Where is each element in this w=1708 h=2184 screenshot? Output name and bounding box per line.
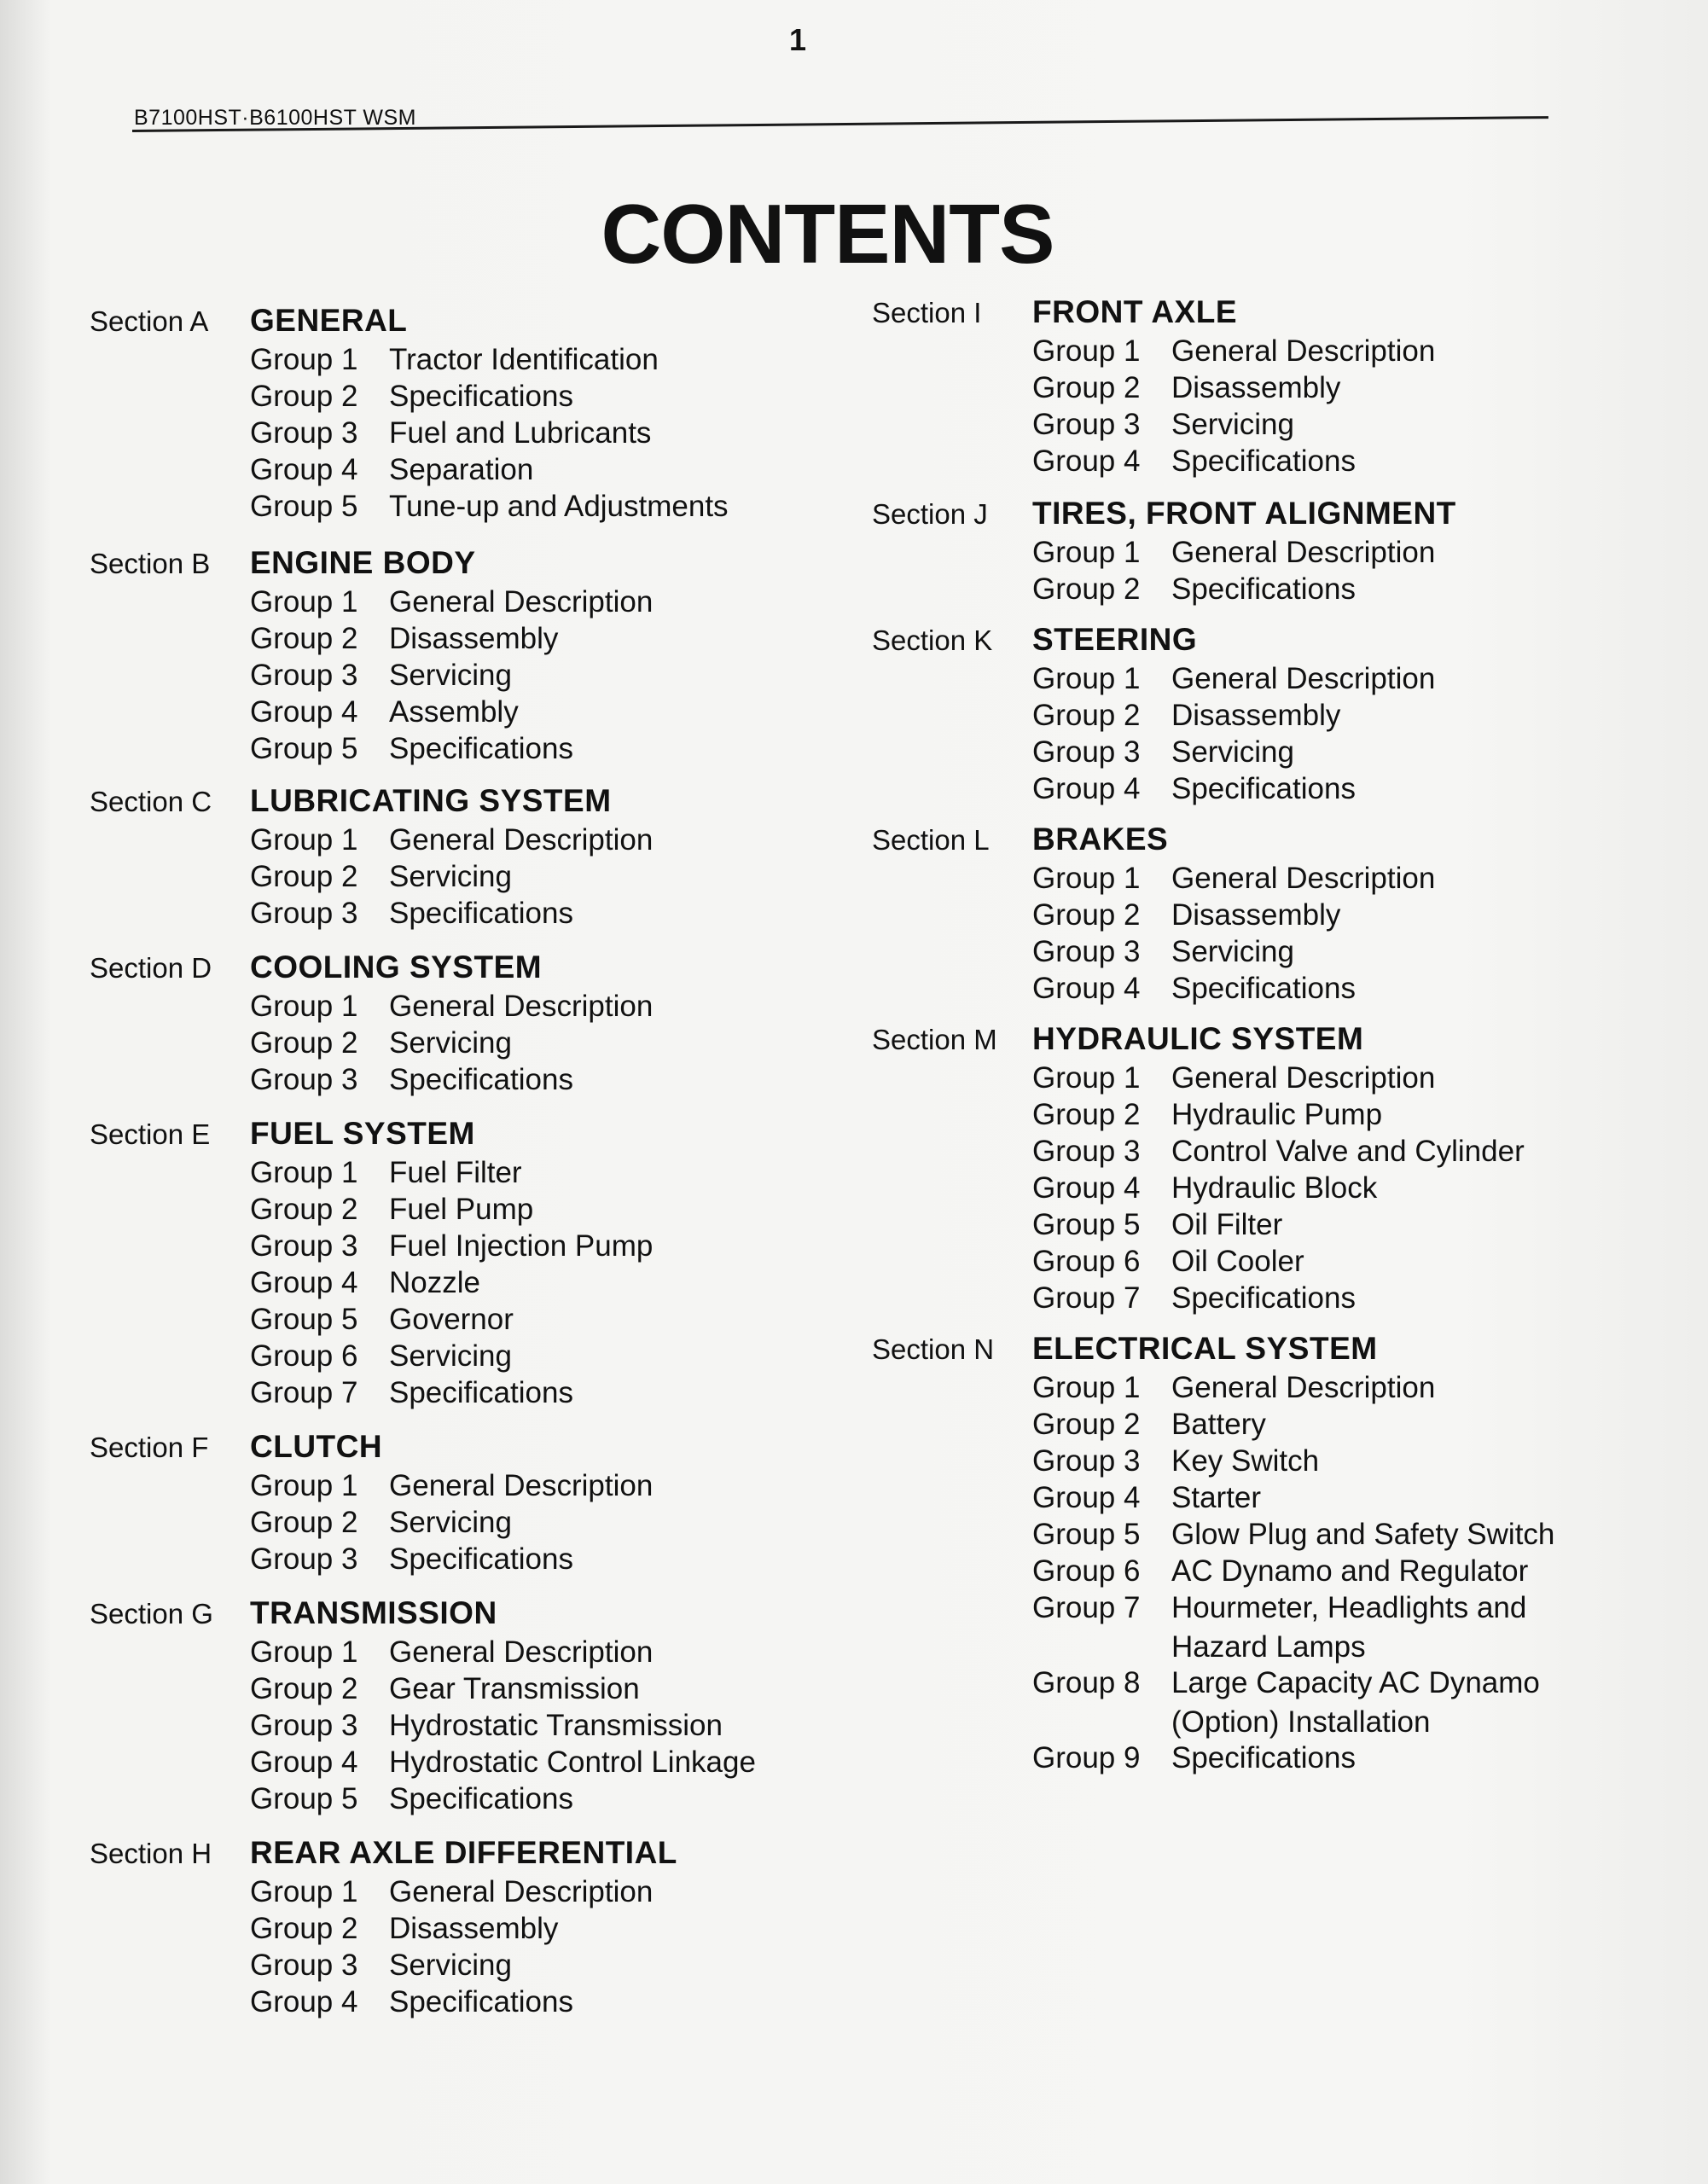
group-title: Specifications xyxy=(389,1782,573,1815)
group-entry xyxy=(250,1983,840,2019)
group-label: Group 7 xyxy=(250,1376,358,1409)
group-label: Group 4 xyxy=(250,1985,358,2018)
group-list xyxy=(250,821,840,931)
group-label: Group 1 xyxy=(1032,334,1141,368)
group-entry xyxy=(1032,896,1682,932)
group-title: Servicing xyxy=(1171,408,1294,441)
section-label: Section H xyxy=(90,1838,212,1869)
section-heading xyxy=(872,1021,1682,1059)
group-label: Group 3 xyxy=(1032,1444,1141,1478)
group-entry xyxy=(250,1337,840,1374)
group-label: Group 2 xyxy=(250,380,358,413)
group-title: Hydrostatic Transmission xyxy=(389,1709,723,1742)
section-label: Section F xyxy=(90,1432,209,1463)
group-list xyxy=(1032,859,1682,1006)
group-entry xyxy=(1032,442,1682,479)
group-entry xyxy=(1032,969,1682,1006)
page-number: 1 xyxy=(789,22,807,57)
group-title: General Description xyxy=(389,1875,654,1908)
group-title: Separation xyxy=(389,453,534,486)
group-entry xyxy=(1032,1205,1682,1242)
group-entry xyxy=(1032,1279,1682,1316)
group-title: Disassembly xyxy=(389,622,559,655)
group-label: Group 3 xyxy=(250,659,358,692)
group-title: Specifications xyxy=(389,732,573,765)
section-title: BRAKES xyxy=(1032,822,1169,857)
group-entry xyxy=(250,340,840,377)
group-label: Group 4 xyxy=(1032,444,1141,478)
section-heading xyxy=(90,950,840,987)
group-entry xyxy=(250,894,840,931)
section-title: REAR AXLE DIFFERENTIAL xyxy=(250,1835,677,1870)
section-title: TIRES, FRONT ALIGNMENT xyxy=(1032,496,1456,531)
section-heading xyxy=(90,783,840,821)
group-list xyxy=(250,1153,840,1410)
group-label: Group 5 xyxy=(250,1303,358,1336)
group-label: Group 6 xyxy=(1032,1554,1141,1588)
group-label: Group 5 xyxy=(250,732,358,765)
group-entry xyxy=(250,1503,840,1540)
group-label: Group 4 xyxy=(1032,1481,1141,1514)
section-label: Section C xyxy=(90,786,212,817)
section-title: HYDRAULIC SYSTEM xyxy=(1032,1021,1364,1056)
group-entry xyxy=(1032,405,1682,442)
group-title: Specifications xyxy=(389,380,573,413)
group-list xyxy=(250,987,840,1097)
group-entry xyxy=(1032,1242,1682,1279)
group-entry xyxy=(250,1633,840,1670)
section-label: Section A xyxy=(90,305,209,337)
group-title: General Description xyxy=(1171,536,1436,569)
group-entry xyxy=(250,693,840,729)
group-label: Group 1 xyxy=(1032,862,1141,895)
group-entry xyxy=(1032,1442,1682,1478)
group-title: Oil Cooler xyxy=(1171,1245,1304,1278)
group-entry xyxy=(1032,1664,1682,1739)
group-entry xyxy=(1032,570,1682,607)
contents-section xyxy=(90,1595,840,1816)
group-title: Hydrostatic Control Linkage xyxy=(389,1745,756,1779)
group-label: Group 3 xyxy=(250,1949,358,1982)
group-label: Group 2 xyxy=(1032,699,1141,732)
group-label: Group 1 xyxy=(250,990,358,1023)
section-label: Section E xyxy=(90,1118,211,1150)
group-entry xyxy=(250,583,840,619)
group-label: Group 2 xyxy=(250,860,358,893)
group-entry xyxy=(250,1227,840,1263)
group-entry xyxy=(1032,1368,1682,1405)
group-title: Disassembly xyxy=(1171,898,1341,932)
group-entry xyxy=(250,1467,840,1503)
group-label: Group 3 xyxy=(250,1063,358,1096)
contents-left-column xyxy=(90,303,840,2019)
group-label: Group 1 xyxy=(250,823,358,857)
group-label: Group 5 xyxy=(1032,1208,1141,1241)
group-list xyxy=(250,1467,840,1577)
group-label: Group 4 xyxy=(250,695,358,729)
section-title: FRONT AXLE xyxy=(1032,294,1238,329)
group-title: Specifications xyxy=(389,1542,573,1576)
group-label: Group 5 xyxy=(1032,1518,1141,1551)
contents-section xyxy=(90,950,840,1097)
section-label: Section M xyxy=(872,1024,997,1055)
group-title: Assembly xyxy=(389,695,519,729)
section-label: Section N xyxy=(872,1333,995,1365)
group-entry xyxy=(250,1946,840,1983)
group-title: Disassembly xyxy=(1171,371,1341,404)
group-label: Group 6 xyxy=(250,1339,358,1373)
group-entry xyxy=(250,1706,840,1743)
group-label: Group 1 xyxy=(250,343,358,376)
group-label: Group 8 xyxy=(1032,1666,1141,1699)
section-title: COOLING SYSTEM xyxy=(250,950,543,985)
section-title: ELECTRICAL SYSTEM xyxy=(1032,1331,1378,1366)
group-label: Group 1 xyxy=(250,1469,358,1502)
group-title: Specifications xyxy=(389,897,573,930)
group-entry xyxy=(250,1670,840,1706)
contents-right-column xyxy=(872,294,1682,1775)
group-title: Fuel and Lubricants xyxy=(389,416,652,450)
group-list xyxy=(1032,1059,1682,1316)
section-heading xyxy=(90,1116,840,1153)
group-entry xyxy=(250,1540,840,1577)
group-title: General Description xyxy=(389,1469,654,1502)
group-list xyxy=(250,583,840,766)
group-list xyxy=(1032,1368,1682,1775)
group-title: Large Capacity AC Dynamo (Option) Installation xyxy=(1171,1666,1540,1739)
group-title: Hydraulic Pump xyxy=(1171,1098,1383,1131)
section-title: STEERING xyxy=(1032,622,1198,657)
contents-section xyxy=(90,1116,840,1410)
group-entry xyxy=(250,450,840,487)
group-entry xyxy=(1032,1405,1682,1442)
group-label: Group 6 xyxy=(1032,1245,1141,1278)
group-label: Group 1 xyxy=(250,585,358,619)
group-label: Group 3 xyxy=(1032,735,1141,769)
group-label: Group 3 xyxy=(250,1229,358,1263)
group-title: General Description xyxy=(1171,334,1436,368)
group-title: General Description xyxy=(1171,1371,1436,1404)
group-title: AC Dynamo and Regulator xyxy=(1171,1554,1529,1588)
group-title: General Description xyxy=(389,585,654,619)
group-label: Group 2 xyxy=(1032,1098,1141,1131)
group-label: Group 2 xyxy=(1032,371,1141,404)
contents-section xyxy=(872,1021,1682,1316)
section-label: Section D xyxy=(90,952,212,984)
group-title: Specifications xyxy=(1171,1741,1356,1774)
group-entry xyxy=(250,1263,840,1300)
group-entry xyxy=(250,1153,840,1190)
group-label: Group 1 xyxy=(1032,536,1141,569)
group-title: Specifications xyxy=(389,1985,573,2018)
group-label: Group 2 xyxy=(250,1912,358,1945)
group-title: Servicing xyxy=(1171,935,1294,968)
group-entry xyxy=(250,1060,840,1097)
group-title: Servicing xyxy=(389,1506,512,1539)
group-title: Servicing xyxy=(389,1949,512,1982)
section-label: Section B xyxy=(90,548,211,579)
section-heading xyxy=(90,303,840,340)
group-label: Group 4 xyxy=(250,1745,358,1779)
group-entry xyxy=(250,414,840,450)
group-entry xyxy=(250,619,840,656)
group-title: General Description xyxy=(389,990,654,1023)
group-entry xyxy=(1032,369,1682,405)
group-title: Specifications xyxy=(1171,772,1356,805)
group-label: Group 3 xyxy=(250,1542,358,1576)
group-label: Group 1 xyxy=(250,1156,358,1189)
group-entry xyxy=(1032,1515,1682,1552)
section-heading xyxy=(872,822,1682,859)
group-label: Group 2 xyxy=(1032,1408,1141,1441)
group-entry xyxy=(1032,1095,1682,1132)
section-heading xyxy=(90,1835,840,1873)
group-title: Governor xyxy=(389,1303,514,1336)
manual-reference: B7100HST·B6100HST WSM xyxy=(134,106,416,130)
group-title: General Description xyxy=(1171,862,1436,895)
group-title: Hourmeter, Headlights and Hazard Lamps xyxy=(1171,1591,1527,1664)
group-title: Hydraulic Block xyxy=(1171,1171,1378,1205)
contents-section xyxy=(872,1331,1682,1775)
group-title: Specifications xyxy=(389,1376,573,1409)
group-entry xyxy=(250,377,840,414)
group-entry xyxy=(250,1873,840,1909)
group-list xyxy=(1032,533,1682,607)
group-label: Group 3 xyxy=(1032,408,1141,441)
group-title: Starter xyxy=(1171,1481,1262,1514)
group-label: Group 1 xyxy=(1032,1371,1141,1404)
group-entry xyxy=(250,656,840,693)
section-title: LUBRICATING SYSTEM xyxy=(250,783,612,818)
group-entry xyxy=(1032,1739,1682,1775)
section-title: TRANSMISSION xyxy=(250,1595,497,1630)
group-title: Specifications xyxy=(389,1063,573,1096)
group-title: General Description xyxy=(389,823,654,857)
group-entry xyxy=(1032,332,1682,369)
group-entry xyxy=(250,1190,840,1227)
group-entry xyxy=(1032,659,1682,696)
contents-section xyxy=(872,496,1682,607)
section-label: Section I xyxy=(872,297,982,328)
section-heading xyxy=(872,622,1682,659)
section-label: Section L xyxy=(872,824,990,856)
section-title: CLUTCH xyxy=(250,1429,383,1464)
group-label: Group 1 xyxy=(1032,1061,1141,1095)
group-entry xyxy=(250,1374,840,1410)
group-list xyxy=(1032,659,1682,806)
contents-section xyxy=(90,545,840,766)
group-label: Group 4 xyxy=(1032,972,1141,1005)
section-heading xyxy=(872,1331,1682,1368)
group-entry xyxy=(250,1780,840,1816)
group-label: Group 5 xyxy=(250,1782,358,1815)
group-title: Fuel Pump xyxy=(389,1193,534,1226)
group-entry xyxy=(250,487,840,524)
group-title: General Description xyxy=(1171,662,1436,695)
group-label: Group 9 xyxy=(1032,1741,1141,1774)
group-list xyxy=(250,1873,840,2019)
section-label: Section G xyxy=(90,1598,213,1629)
group-label: Group 2 xyxy=(1032,898,1141,932)
group-label: Group 1 xyxy=(250,1635,358,1669)
section-heading xyxy=(872,294,1682,332)
group-label: Group 2 xyxy=(250,1193,358,1226)
group-title: Glow Plug and Safety Switch xyxy=(1171,1518,1555,1551)
group-entry xyxy=(250,1300,840,1337)
group-title: Key Switch xyxy=(1171,1444,1320,1478)
group-entry xyxy=(1032,1059,1682,1095)
group-entry xyxy=(250,821,840,857)
group-label: Group 2 xyxy=(250,1026,358,1060)
group-entry xyxy=(250,729,840,766)
contents-section xyxy=(872,822,1682,1006)
group-label: Group 2 xyxy=(250,622,358,655)
group-label: Group 2 xyxy=(250,1672,358,1705)
group-label: Group 5 xyxy=(250,490,358,523)
group-entry xyxy=(1032,859,1682,896)
contents-section xyxy=(872,622,1682,806)
group-label: Group 3 xyxy=(1032,935,1141,968)
group-entry xyxy=(1032,770,1682,806)
group-title: Gear Transmission xyxy=(389,1672,640,1705)
group-title: Nozzle xyxy=(389,1266,480,1299)
group-title: Oil Filter xyxy=(1171,1208,1283,1241)
group-entry xyxy=(1032,1169,1682,1205)
contents-section xyxy=(90,783,840,931)
group-label: Group 4 xyxy=(250,1266,358,1299)
group-list xyxy=(250,1633,840,1816)
contents-section xyxy=(90,303,840,524)
group-title: General Description xyxy=(389,1635,654,1669)
group-entry xyxy=(1032,932,1682,969)
group-title: Servicing xyxy=(389,1339,512,1373)
group-title: Specifications xyxy=(1171,972,1356,1005)
group-label: Group 2 xyxy=(250,1506,358,1539)
group-label: Group 3 xyxy=(250,1709,358,1742)
group-label: Group 4 xyxy=(1032,1171,1141,1205)
group-label: Group 3 xyxy=(250,416,358,450)
group-entry xyxy=(250,1024,840,1060)
group-list xyxy=(1032,332,1682,479)
section-heading xyxy=(90,1429,840,1467)
group-title: Tractor Identification xyxy=(389,343,659,376)
contents-section xyxy=(90,1835,840,2019)
group-title: Servicing xyxy=(389,1026,512,1060)
group-title: Servicing xyxy=(1171,735,1294,769)
group-label: Group 4 xyxy=(1032,772,1141,805)
section-label: Section J xyxy=(872,498,988,530)
group-title: Specifications xyxy=(1171,444,1356,478)
page-title: CONTENTS xyxy=(601,187,1054,281)
contents-section xyxy=(90,1429,840,1577)
group-entry xyxy=(250,857,840,894)
group-label: Group 1 xyxy=(250,1875,358,1908)
section-title: GENERAL xyxy=(250,303,408,338)
group-title: Battery xyxy=(1171,1408,1266,1441)
group-title: General Description xyxy=(1171,1061,1436,1095)
group-label: Group 3 xyxy=(250,897,358,930)
group-title: Tune-up and Adjustments xyxy=(389,490,729,523)
contents-section xyxy=(872,294,1682,479)
group-title: Servicing xyxy=(389,659,512,692)
group-title: Specifications xyxy=(1171,572,1356,606)
group-title: Specifications xyxy=(1171,1281,1356,1315)
group-title: Disassembly xyxy=(389,1912,559,1945)
group-entry xyxy=(1032,1589,1682,1664)
group-title: Fuel Filter xyxy=(389,1156,522,1189)
group-label: Group 7 xyxy=(1032,1591,1141,1624)
group-entry xyxy=(1032,696,1682,733)
group-entry xyxy=(250,1909,840,1946)
group-title: Fuel Injection Pump xyxy=(389,1229,654,1263)
group-entry xyxy=(250,1743,840,1780)
section-heading xyxy=(872,496,1682,533)
section-title: ENGINE BODY xyxy=(250,545,476,580)
group-label: Group 2 xyxy=(1032,572,1141,606)
section-heading xyxy=(90,1595,840,1633)
group-entry xyxy=(250,987,840,1024)
group-label: Group 4 xyxy=(250,453,358,486)
group-label: Group 1 xyxy=(1032,662,1141,695)
group-title: Disassembly xyxy=(1171,699,1341,732)
group-entry xyxy=(1032,733,1682,770)
group-entry xyxy=(1032,1132,1682,1169)
group-list xyxy=(250,340,840,524)
group-title: Servicing xyxy=(389,860,512,893)
group-entry xyxy=(1032,533,1682,570)
section-label: Section K xyxy=(872,624,993,656)
group-label: Group 3 xyxy=(1032,1135,1141,1168)
group-entry xyxy=(1032,1478,1682,1515)
section-heading xyxy=(90,545,840,583)
section-title: FUEL SYSTEM xyxy=(250,1116,475,1151)
group-label: Group 7 xyxy=(1032,1281,1141,1315)
group-title: Control Valve and Cylinder xyxy=(1171,1135,1525,1168)
group-entry xyxy=(1032,1552,1682,1589)
